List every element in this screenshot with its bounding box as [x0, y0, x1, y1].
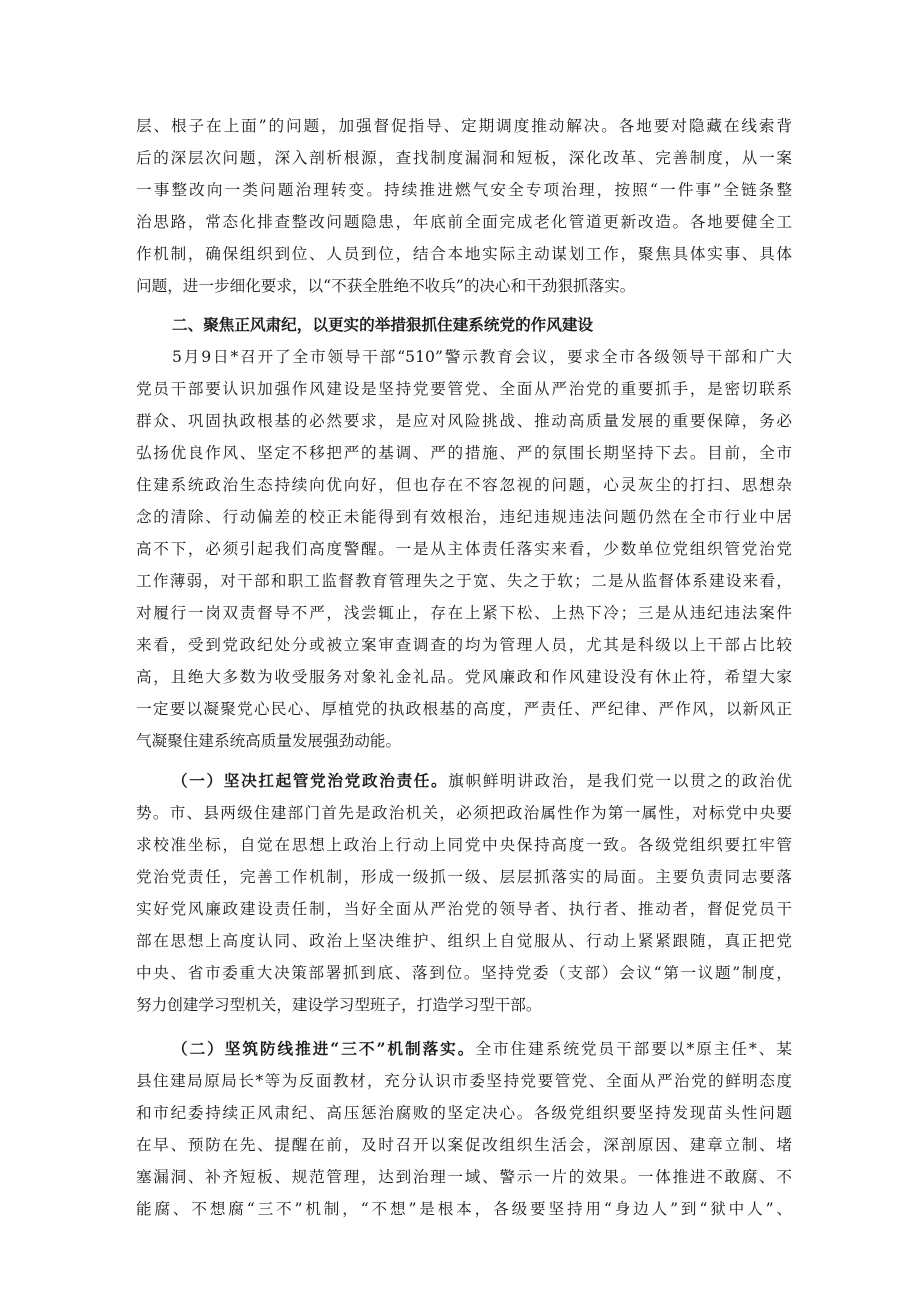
paragraph-4-text: 全市住建系统党员干部要以*原主任*、某	[475, 1040, 792, 1058]
paragraph-3-line: 求校准坐标，自觉在思想上政治上行动上同党中央保持高度一致。各级党组织要扛牢管	[136, 836, 792, 854]
paragraph-2-line: 一定要以凝聚党心民心、厚植党的执政根基的高度，严责任、严纪律、严作风，以新风正	[136, 700, 792, 718]
paragraph-2-line: 高，且绝大多数为收受服务对象礼金礼品。党风廉政和作风建设没有休止符，希望大家	[136, 668, 792, 686]
paragraph-1-line: 一事整改向一类问题治理转变。持续推进燃气安全专项治理，按照“一件事”全链条整	[136, 181, 792, 199]
paragraph-2-line: 工作薄弱，对干部和职工监督教育管理失之于宽、失之于软；二是从监督体系建设来看，	[136, 572, 792, 590]
paragraph-3-line: 努力创建学习型机关，建设学习型班子，打造学习型干部。	[136, 996, 542, 1014]
section-heading-2: 二、聚焦正风肃纪，以更实的举措狠抓住建系统党的作风建设	[172, 315, 594, 334]
paragraph-2-line: 念的清除、行动偏差的校正未能得到有效根治，违纪违规违法问题仍然在全市行业中居	[136, 508, 792, 526]
paragraph-3-line: 实好党风廉政建设责任制，当好全面从严治党的领导者、执行者、推动者，督促党员干	[136, 900, 792, 918]
paragraph-4-line: 塞漏洞、补齐短板、规范管理，达到治理一域、警示一片的效果。一体推进不敢腐、不	[136, 1168, 792, 1186]
paragraph-2-line: 弘扬优良作风、坚定不移把严的基调、严的措施、严的氛围长期坚持下去。目前，全市	[136, 444, 792, 462]
paragraph-2-line: 群众、巩固执政根基的必然要求，是应对风险挑战、推动高质量发展的重要保障，务必	[136, 412, 792, 430]
paragraph-2-line: 5月9日*召开了全市领导干部“510”警示教育会议，要求全市各级领导干部和广大	[172, 348, 792, 366]
paragraph-1-line: 问题，进一步细化要求，以“不获全胜绝不收兵”的决心和干劲狠抓落实。	[136, 277, 636, 295]
paragraph-4-line: 在早、预防在先、提醒在前，及时召开以案促改组织生活会，深剖原因、建章立制、堵	[136, 1136, 792, 1154]
paragraph-4-line: 和市纪委持续正风肃纪、高压惩治腐败的坚定决心。各级党组织要坚持发现苗头性问题	[136, 1104, 792, 1122]
paragraph-2-line: 来看，受到党政纪处分或被立案审查调查的均为管理人员，尤其是科级以上干部占比较	[136, 636, 792, 654]
paragraph-1-line: 作机制，确保组织到位、人员到位，结合本地实际主动谋划工作，聚焦具体实事、具体	[136, 245, 792, 263]
paragraph-2-line: 对履行一岗双责督导不严，浅尝辄止，存在上紧下松、上热下冷；三是从违纪违法案件	[136, 604, 792, 622]
paragraph-3-first-line	[172, 765, 792, 797]
paragraph-2-line: 党员干部要认识加强作风建设是坚持党要管党、全面从严治党的重要抓手，是密切联系	[136, 380, 792, 398]
paragraph-2-line: 高不下，必须引起我们高度警醒。一是从主体责任落实来看，少数单位党组织管党治党	[136, 540, 792, 558]
paragraph-3-line: 势。市、县两级住建部门首先是政治机关，必须把政治属性作为第一属性，对标党中央要	[136, 804, 792, 822]
paragraph-3-line: 党治党责任，完善工作机制，形成一级抓一级、层层抓落实的局面。主要负责同志要落	[136, 868, 792, 886]
paragraph-4-line: 县住建局原局长*等为反面教材，充分认识市委坚持党要管党、全面从严治党的鲜明态度	[136, 1072, 792, 1090]
subheading-1: （一）坚决扛起管党治党政治责任。	[172, 771, 449, 790]
paragraph-1-line: 治思路，常态化排查整改问题隐患，年底前全面完成老化管道更新改造。各地要健全工	[136, 213, 792, 231]
paragraph-3-text: 旗帜鲜明讲政治，是我们党一以贯之的政治优	[448, 772, 792, 790]
paragraph-1-line: 后的深层次问题，深入剖析根源，查找制度漏洞和短板，深化改革、完善制度，从一案	[136, 149, 792, 167]
paragraph-2-line: 气凝聚住建系统高质量发展强劲动能。	[136, 732, 402, 750]
paragraph-2-line: 住建系统政治生态持续向优向好，但也存在不容忽视的问题，心灵灰尘的打扫、思想杂	[136, 476, 792, 494]
subheading-2: （二）坚筑防线推进“三不”机制落实。	[172, 1039, 476, 1058]
paragraph-1-line: 层、根子在上面”的问题，加强督促指导、定期调度推动解决。各地要对隐藏在线索背	[136, 117, 792, 135]
paragraph-4-line: 能腐、不想腐“三不”机制，“不想”是根本，各级要坚持用“身边人”到“狱中人”、	[136, 1200, 792, 1218]
paragraph-4-first-line	[172, 1033, 792, 1065]
paragraph-3-line: 部在思想上高度认同、政治上坚决维护、组织上自觉服从、行动上紧紧跟随，真正把党	[136, 932, 792, 950]
paragraph-3-line: 中央、省市委重大决策部署抓到底、落到位。坚持党委（支部）会议“第一议题”制度，	[136, 964, 792, 982]
